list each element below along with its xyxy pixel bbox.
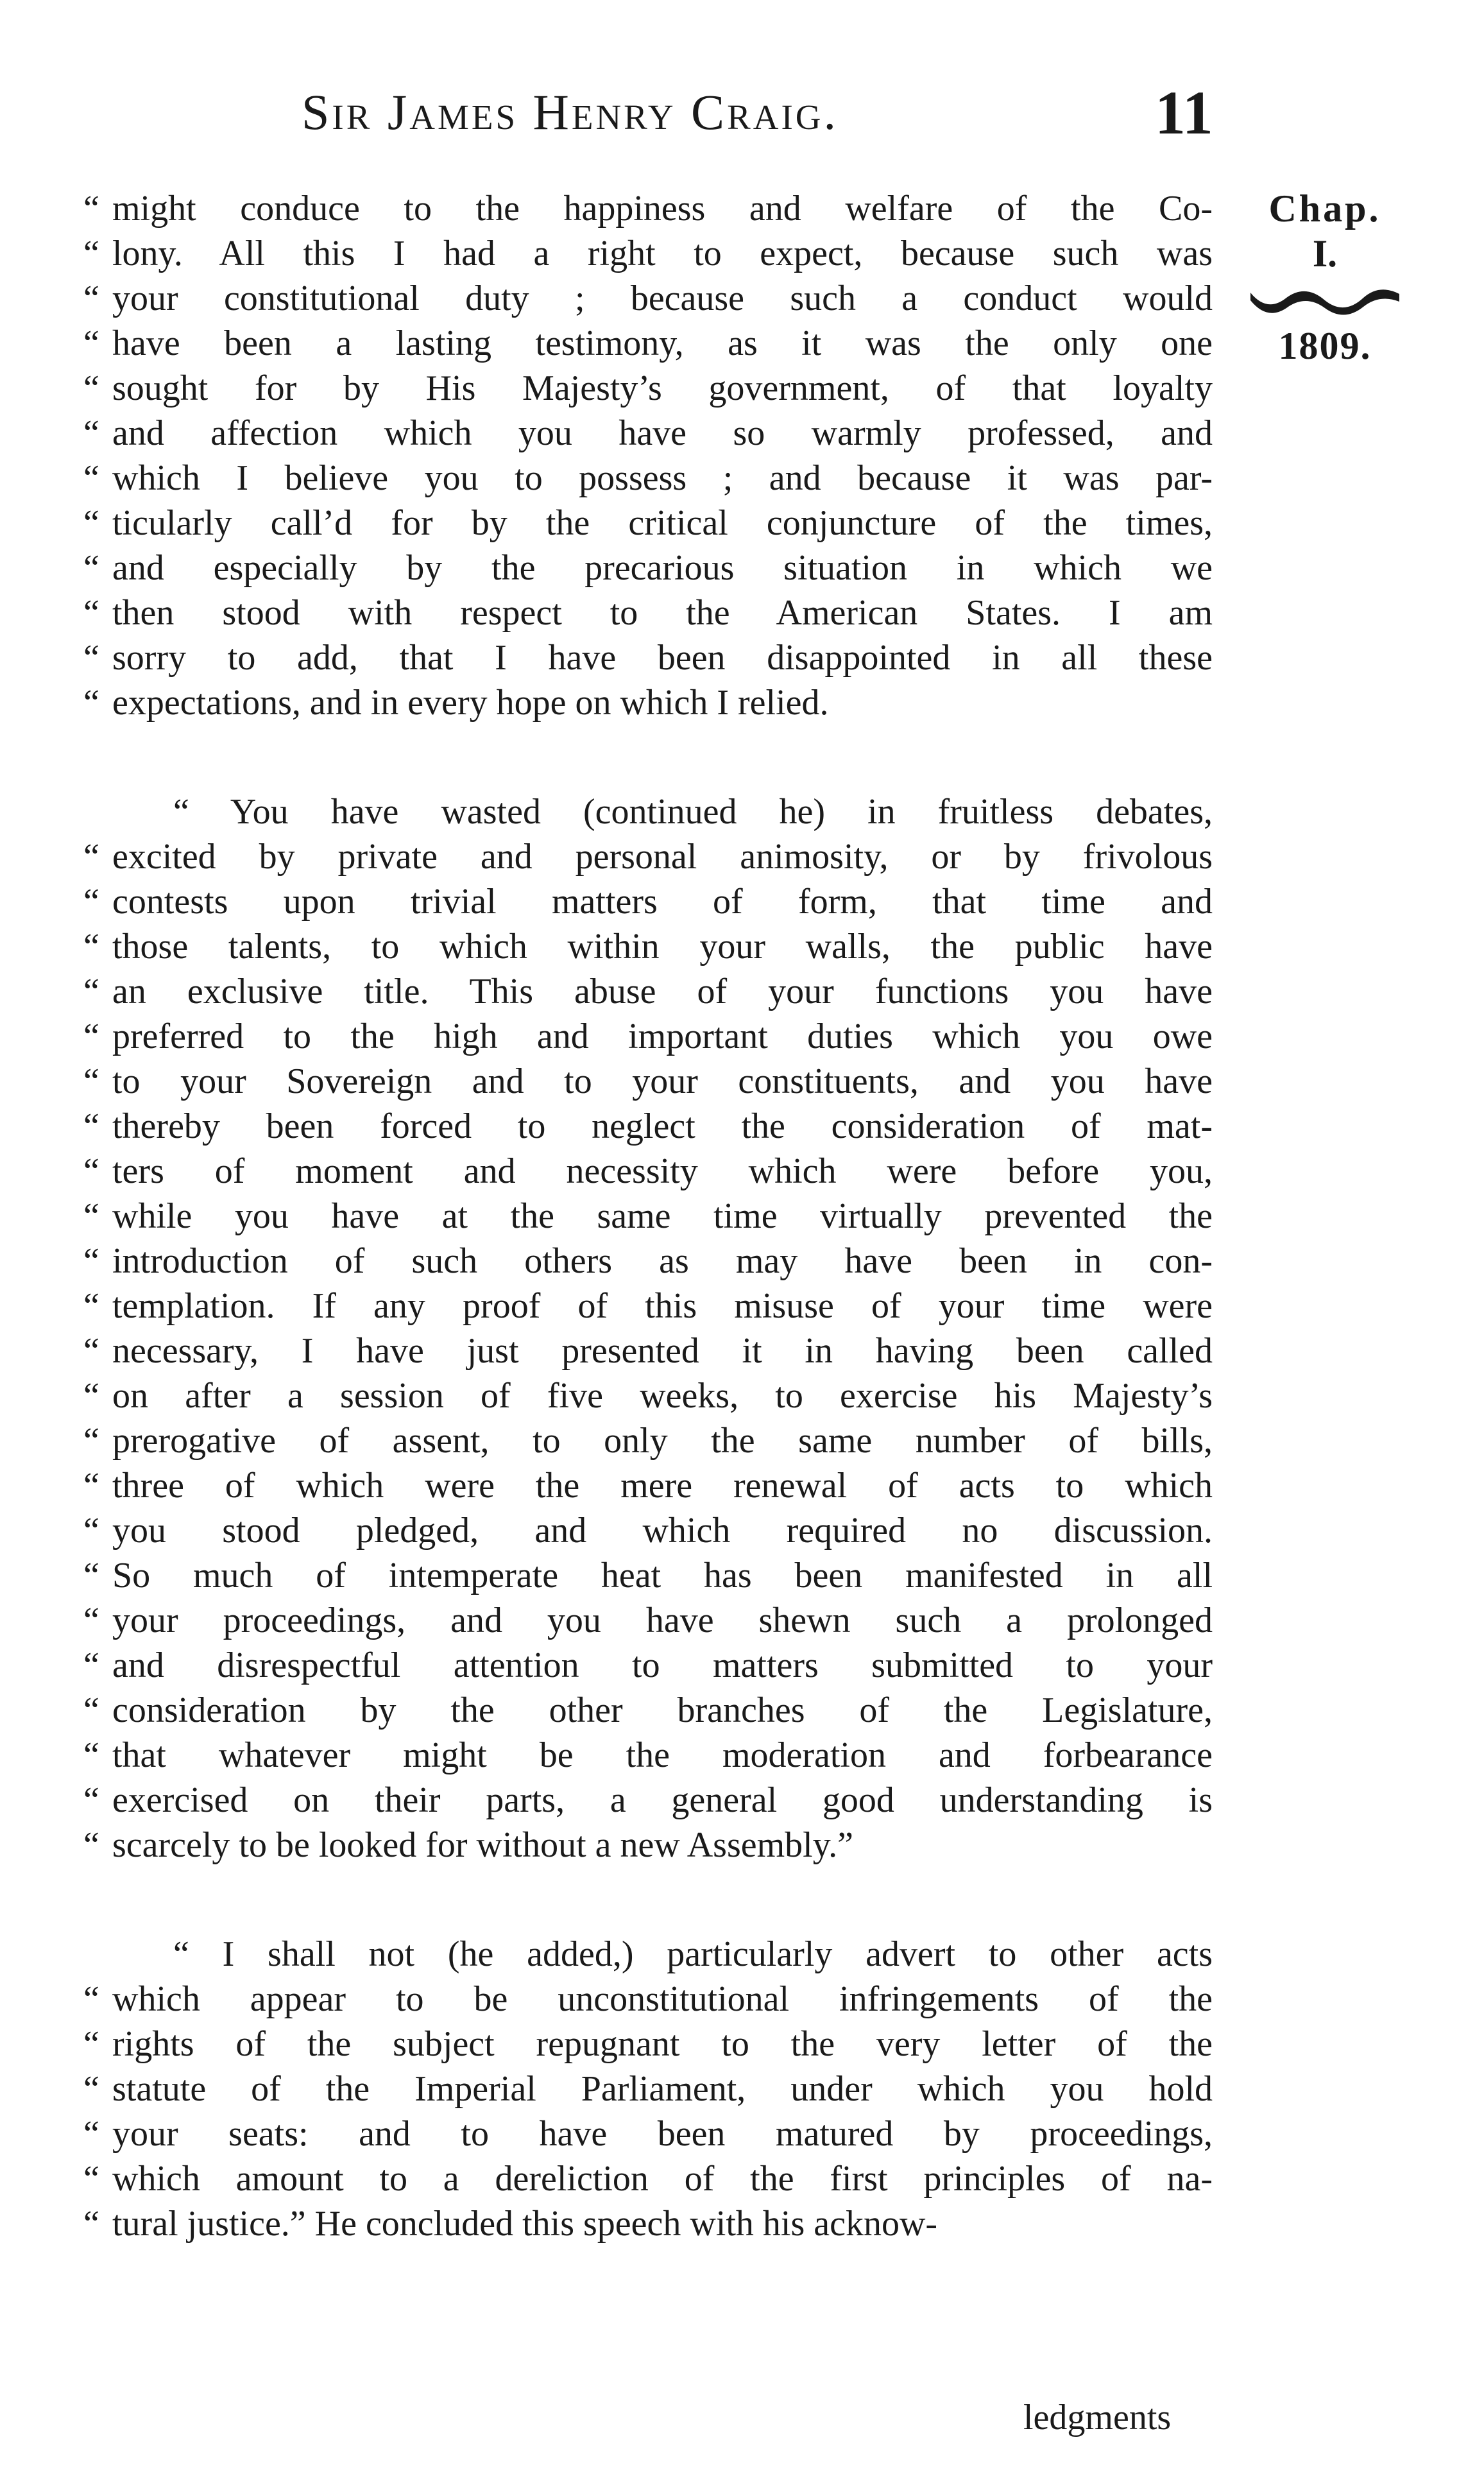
text-line — [83, 924, 1213, 969]
line-text: your seats: and to have been matured by proceedings, — [112, 2114, 1213, 2154]
text-line — [112, 789, 1213, 834]
paragraph — [83, 1932, 1213, 2246]
quote-mark: “ — [83, 368, 99, 408]
line-text: necessary, I have just presented it in having been called — [112, 1331, 1213, 1371]
quote-mark: “ — [83, 1017, 99, 1056]
text-line — [83, 1508, 1213, 1553]
quote-mark: “ — [83, 1825, 99, 1865]
quote-mark: “ — [83, 1690, 99, 1730]
text-line — [112, 1932, 1213, 1977]
line-text: an exclusive title. This abuse of your functions you have — [112, 972, 1213, 1011]
text-line — [83, 1284, 1213, 1328]
line-text: you stood pledged, and which required no discussion. — [112, 1511, 1213, 1551]
chapter-label: Chap. — [1268, 187, 1381, 230]
line-text: that whatever might be the moderation and forbearance — [112, 1735, 1213, 1775]
line-text: sorry to add, that I have been disappointed in all these — [112, 638, 1213, 678]
line-text: and affection which you have so warmly professed, and — [112, 413, 1213, 453]
line-text: exercised on their parts, a general good understanding is — [112, 1780, 1213, 1820]
text-line — [83, 1733, 1213, 1778]
text-line — [83, 276, 1213, 321]
text-line — [83, 1553, 1213, 1598]
quote-mark: “ — [83, 972, 99, 1011]
running-head: Sir James Henry Craig. — [302, 84, 839, 140]
quote-mark: “ — [83, 1061, 99, 1101]
text-line — [83, 2156, 1213, 2201]
quote-mark: “ — [83, 2204, 99, 2244]
quote-mark: “ — [83, 234, 99, 273]
text-line — [83, 1778, 1213, 1823]
quote-mark: “ — [83, 1376, 99, 1416]
text-line — [83, 1598, 1213, 1643]
line-text: ticularly call’d for by the critical conjuncture of the times, — [112, 503, 1213, 543]
quote-mark: “ — [83, 2069, 99, 2109]
text-line — [83, 1104, 1213, 1149]
quote-mark: “ — [83, 1735, 99, 1775]
line-text: on after a session of five weeks, to exercise his Majesty’s — [112, 1376, 1213, 1416]
line-text: and disrespectful attention to matters submitted to your — [112, 1645, 1213, 1685]
margin-note — [1248, 186, 1402, 368]
text-line — [83, 1463, 1213, 1508]
line-text: scarcely to be looked for without a new Assembly.” — [112, 1825, 853, 1865]
line-text: “ I shall not (he added,) particularly advert to other acts — [173, 1934, 1213, 1974]
quote-mark: “ — [83, 1106, 99, 1146]
text-line — [83, 321, 1213, 366]
line-text: tural justice.” He concluded this speech with his acknow- — [112, 2204, 938, 2244]
text-line — [83, 1328, 1213, 1373]
line-text: your constitutional duty ; because such a conduct would — [112, 279, 1213, 318]
page-header — [0, 77, 1484, 154]
quote-mark: “ — [83, 189, 99, 228]
quote-mark: “ — [83, 837, 99, 877]
text-line — [83, 1977, 1213, 2022]
quote-mark: “ — [83, 1466, 99, 1506]
quote-mark: “ — [83, 2114, 99, 2154]
quote-mark: “ — [83, 1645, 99, 1685]
text-line — [83, 590, 1213, 635]
paragraph — [83, 789, 1213, 1868]
line-text: statute of the Imperial Parliament, under which you hold — [112, 2069, 1213, 2109]
line-text: expectations, and in every hope on which I relied. — [112, 683, 829, 723]
quote-mark: “ — [83, 1979, 99, 2019]
line-text: might conduce to the happiness and welfare of the Co- — [112, 189, 1213, 228]
line-text: three of which were the mere renewal of acts to which — [112, 1466, 1213, 1506]
text-line — [83, 1194, 1213, 1239]
quote-mark: “ — [83, 2024, 99, 2064]
quote-mark: “ — [83, 279, 99, 318]
chapter-number: I. — [1312, 232, 1338, 275]
text-line — [83, 2111, 1213, 2156]
line-text: thereby been forced to neglect the consideration of mat- — [112, 1106, 1213, 1146]
quote-mark: “ — [83, 1601, 99, 1640]
quote-mark: “ — [83, 1511, 99, 1551]
quote-mark: “ — [83, 2159, 99, 2199]
text-line — [83, 2022, 1213, 2066]
text-line — [83, 186, 1213, 231]
line-text: prerogative of assent, to only the same number of bills, — [112, 1421, 1213, 1461]
line-text: lony. All this I had a right to expect, because such was — [112, 234, 1213, 273]
quote-mark: “ — [83, 683, 99, 723]
line-text: which amount to a dereliction of the first principles of na- — [112, 2159, 1213, 2199]
text-line — [83, 1823, 1213, 1868]
text-line — [83, 1688, 1213, 1733]
line-text: then stood with respect to the American States. I am — [112, 593, 1213, 633]
text-line — [83, 366, 1213, 411]
line-text: So much of intemperate heat has been manifested in all — [112, 1556, 1213, 1595]
quote-mark: “ — [83, 1241, 99, 1281]
text-line — [83, 969, 1213, 1014]
quote-mark: “ — [83, 593, 99, 633]
quote-mark: “ — [83, 503, 99, 543]
line-text: ters of moment and necessity which were before you, — [112, 1151, 1213, 1191]
text-line — [83, 1149, 1213, 1194]
line-text: which I believe you to possess ; and because it was par- — [112, 458, 1213, 498]
paragraph — [83, 186, 1213, 725]
line-text: templation. If any proof of this misuse of your time were — [112, 1286, 1213, 1326]
text-line — [83, 1059, 1213, 1104]
quote-mark: “ — [83, 1421, 99, 1461]
line-text: sought for by His Majesty’s government, of that loyalty — [112, 368, 1213, 408]
text-line — [83, 2201, 1213, 2246]
line-text: those talents, to which within your walls, the public have — [112, 927, 1213, 967]
quote-mark: “ — [83, 638, 99, 678]
text-line — [83, 635, 1213, 680]
line-text: and especially by the precarious situation in which we — [112, 548, 1213, 588]
text-line — [83, 546, 1213, 590]
line-text: which appear to be unconstitutional infringements of the — [112, 1979, 1213, 2019]
body-text — [83, 186, 1213, 2246]
quote-mark: “ — [83, 1556, 99, 1595]
catchword: ledgments — [1023, 2398, 1172, 2437]
line-text: rights of the subject repugnant to the very letter of the — [112, 2024, 1213, 2064]
printers-ornament-icon — [1248, 279, 1402, 323]
line-text: introduction of such others as may have been in con- — [112, 1241, 1213, 1281]
line-text: your proceedings, and you have shewn such a prolonged — [112, 1601, 1213, 1640]
text-line — [83, 501, 1213, 546]
quote-mark: “ — [83, 1286, 99, 1326]
line-text: contests upon trivial matters of form, that time and — [112, 882, 1213, 922]
text-line — [83, 1418, 1213, 1463]
line-text: consideration by the other branches of the Legislature, — [112, 1690, 1213, 1730]
text-line — [83, 1373, 1213, 1418]
text-line — [83, 2066, 1213, 2111]
quote-mark: “ — [83, 1780, 99, 1820]
quote-mark: “ — [83, 323, 99, 363]
line-text: “ You have wasted (continued he) in fruitless debates, — [173, 792, 1213, 832]
text-line — [83, 834, 1213, 879]
line-text: have been a lasting testimony, as it was the only one — [112, 323, 1213, 363]
quote-mark: “ — [83, 1151, 99, 1191]
quote-mark: “ — [83, 927, 99, 967]
text-line — [83, 231, 1213, 276]
text-line — [83, 1014, 1213, 1059]
text-line — [83, 680, 1213, 725]
page-number: 11 — [1155, 78, 1213, 147]
line-text: preferred to the high and important duties which you owe — [112, 1017, 1213, 1056]
text-line — [83, 879, 1213, 924]
quote-mark: “ — [83, 413, 99, 453]
quote-mark: “ — [83, 1331, 99, 1371]
line-text: while you have at the same time virtually prevented the — [112, 1196, 1213, 1236]
line-text: excited by private and personal animosity, or by frivolous — [112, 837, 1213, 877]
text-line — [83, 1239, 1213, 1284]
text-line — [83, 1643, 1213, 1688]
quote-mark: “ — [83, 548, 99, 588]
margin-year: 1809. — [1278, 325, 1372, 367]
line-text: to your Sovereign and to your constituents, and you have — [112, 1061, 1213, 1101]
text-line — [83, 411, 1213, 456]
quote-mark: “ — [83, 1196, 99, 1236]
quote-mark: “ — [83, 458, 99, 498]
quote-mark: “ — [83, 882, 99, 922]
text-line — [83, 456, 1213, 501]
